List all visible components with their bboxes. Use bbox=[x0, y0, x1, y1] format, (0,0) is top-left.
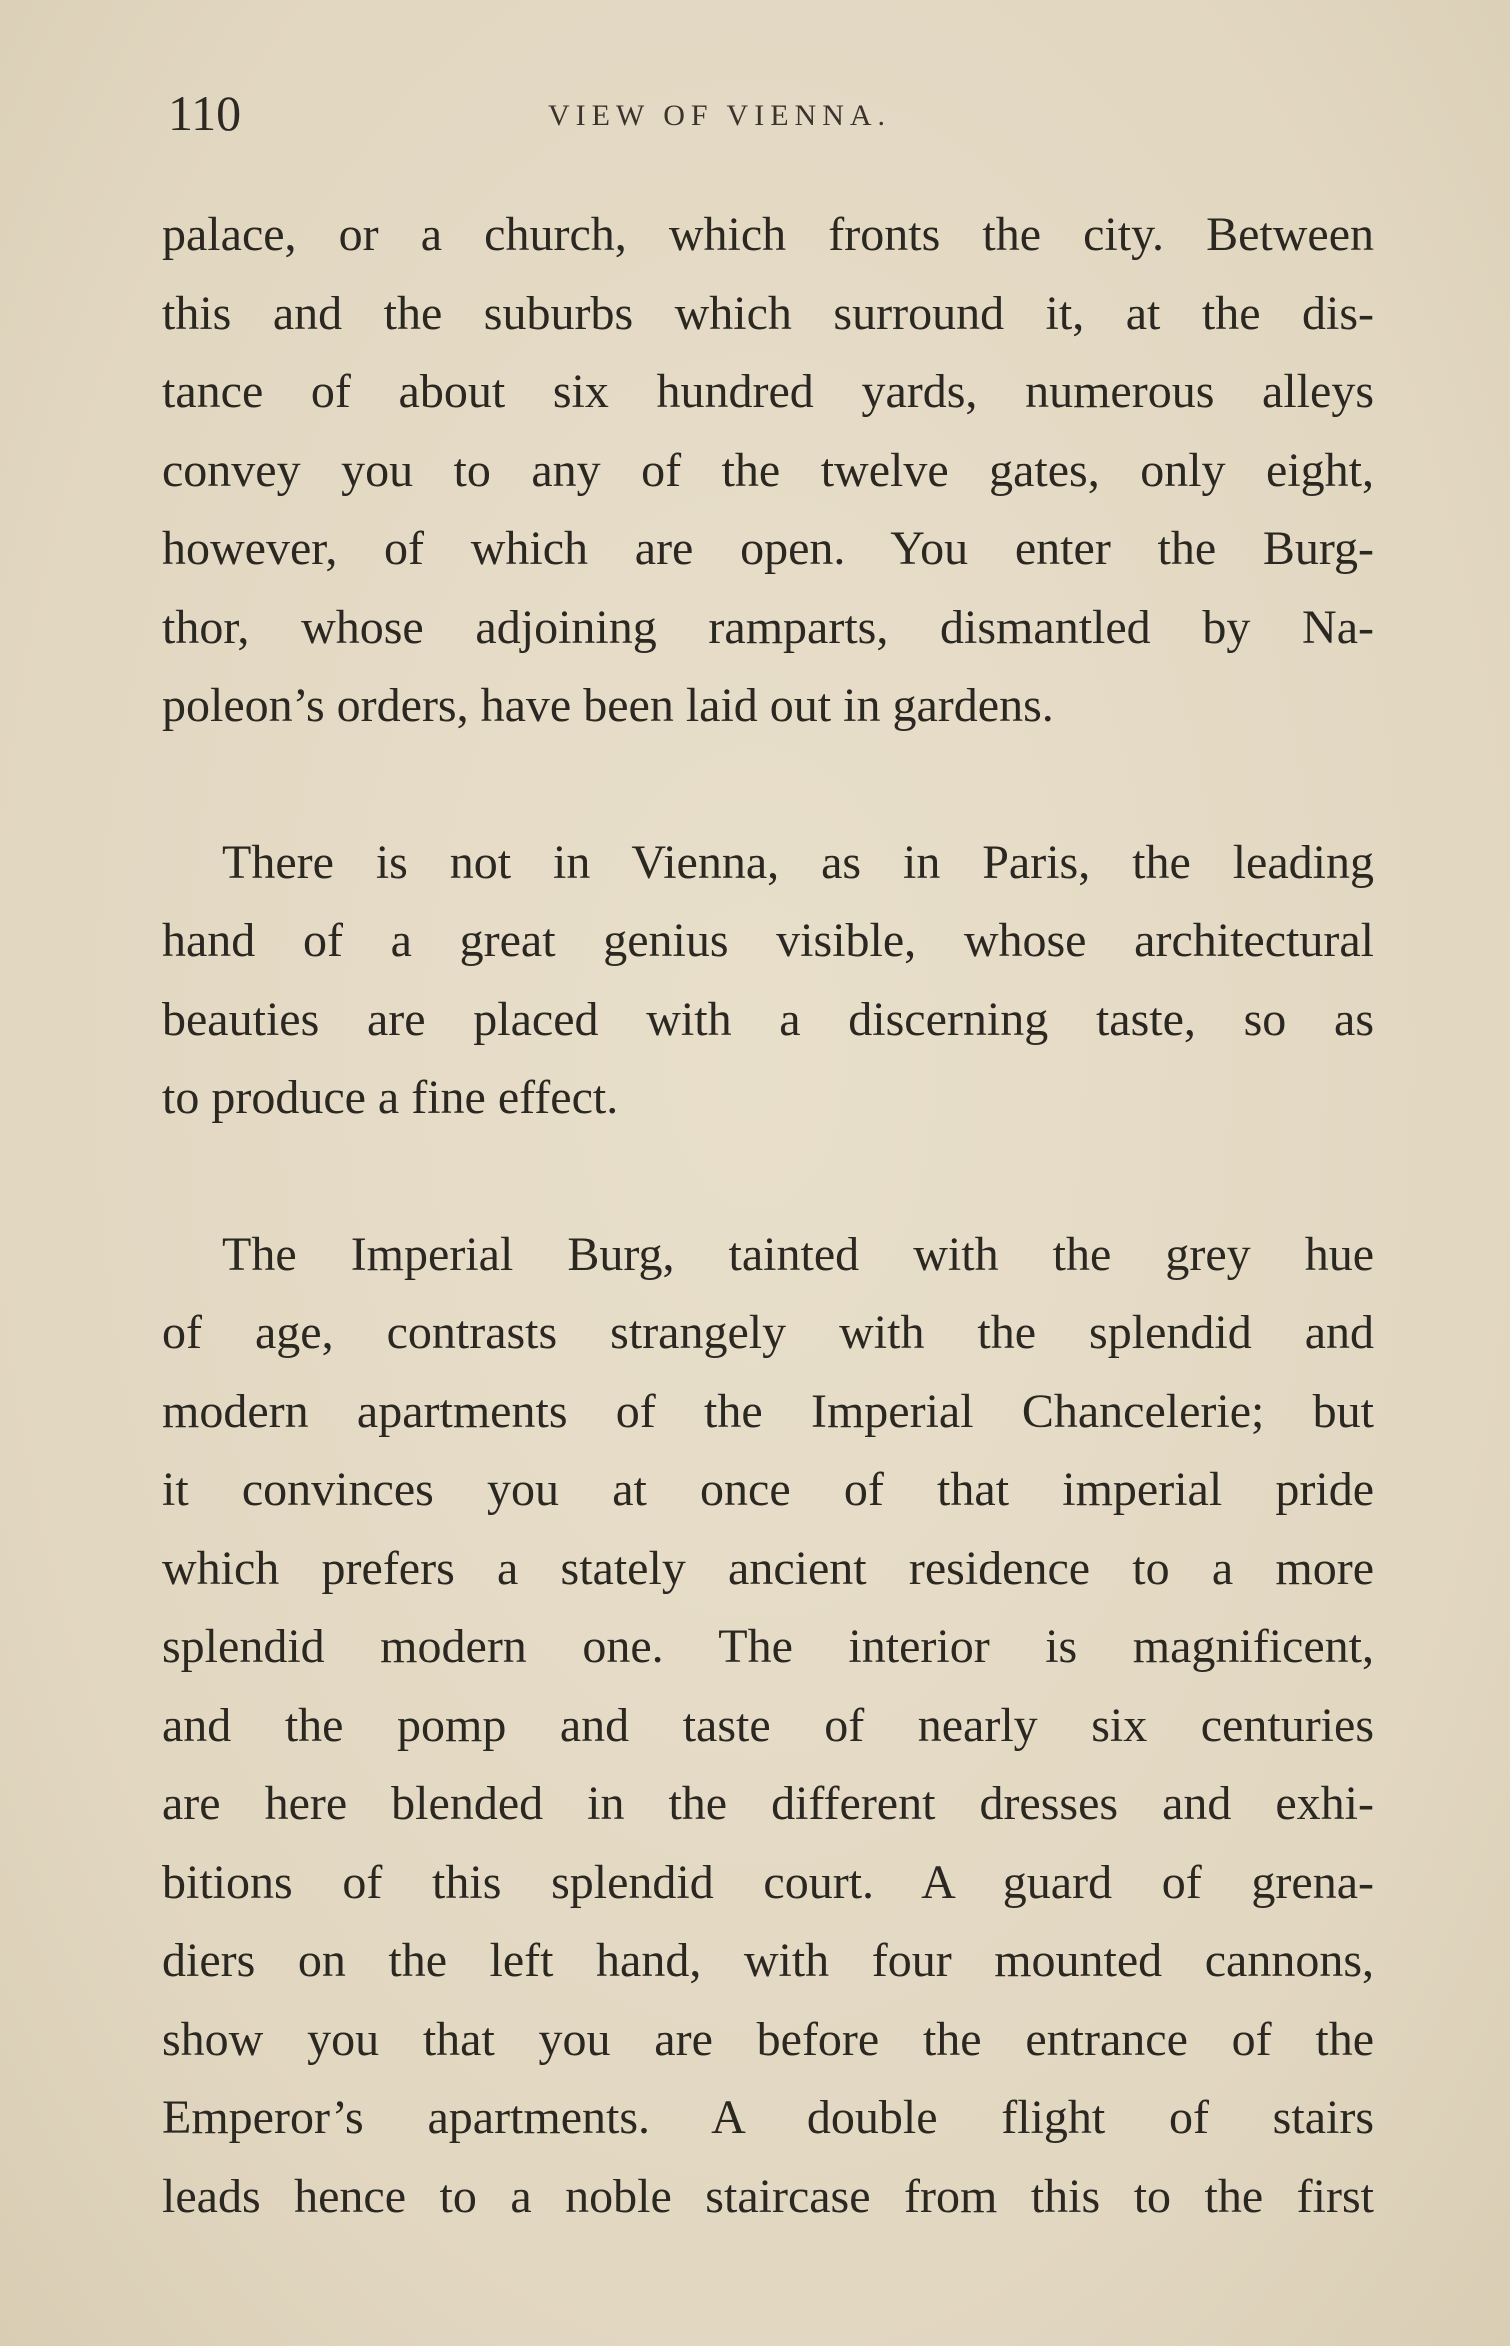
text-line: palace, or a church, which fronts the city. Between bbox=[162, 208, 1374, 261]
text-line: The Imperial Burg, tainted with the grey hue bbox=[222, 1227, 1374, 1281]
text-line: this and the suburbs which surround it, at the dis- bbox=[162, 286, 1374, 340]
text-line: poleon’s orders, have been laid out in gardens. bbox=[162, 679, 1054, 732]
paragraph-2 bbox=[162, 824, 1374, 1138]
text-line: tance of about six hundred yards, numerous alleys bbox=[162, 365, 1374, 418]
text-line: modern apartments of the Imperial Chancelerie; but bbox=[162, 1384, 1374, 1438]
text-line: which prefers a stately ancient residence to a more bbox=[162, 1541, 1374, 1595]
body-text bbox=[162, 196, 1374, 2236]
text-line: however, of which are open. You enter the Burg- bbox=[162, 522, 1374, 575]
text-line: thor, whose adjoining ramparts, dismantled by Na- bbox=[162, 600, 1374, 654]
text-line: leads hence to a noble staircase from this to the first bbox=[162, 2169, 1374, 2223]
text-line: diers on the left hand, with four mounted cannons, bbox=[162, 1934, 1374, 1987]
text-line: it convinces you at once of that imperial pride bbox=[162, 1463, 1374, 1516]
text-line: Emperor’s apartments. A double flight of stairs bbox=[162, 2091, 1374, 2144]
text-line: bitions of this splendid court. A guard of grena- bbox=[162, 1855, 1374, 1909]
text-line: to produce a fine effect. bbox=[162, 1071, 619, 1124]
page-number: 110 bbox=[168, 85, 242, 141]
text-line: hand of a great genius visible, whose architectural bbox=[162, 914, 1374, 967]
text-line: beauties are placed with a discerning taste, so as bbox=[162, 992, 1374, 1046]
running-title: VIEW OF VIENNA. bbox=[548, 99, 892, 132]
paragraph-1 bbox=[162, 196, 1374, 746]
page-header bbox=[168, 78, 1378, 148]
text-line: splendid modern one. The interior is magnificent, bbox=[162, 1620, 1374, 1673]
paragraph-3 bbox=[162, 1216, 1374, 2237]
text-line: convey you to any of the twelve gates, only eight, bbox=[162, 443, 1374, 497]
text-line: and the pomp and taste of nearly six centuries bbox=[162, 1698, 1374, 1752]
text-line: of age, contrasts strangely with the splendid and bbox=[162, 1306, 1374, 1359]
text-line: There is not in Vienna, as in Paris, the leading bbox=[222, 835, 1374, 889]
paragraph-spacer bbox=[162, 746, 1374, 824]
text-line: show you that you are before the entrance of the bbox=[162, 2012, 1374, 2066]
paragraph-spacer bbox=[162, 1138, 1374, 1216]
text-line: are here blended in the different dresses and exhi- bbox=[162, 1777, 1374, 1830]
